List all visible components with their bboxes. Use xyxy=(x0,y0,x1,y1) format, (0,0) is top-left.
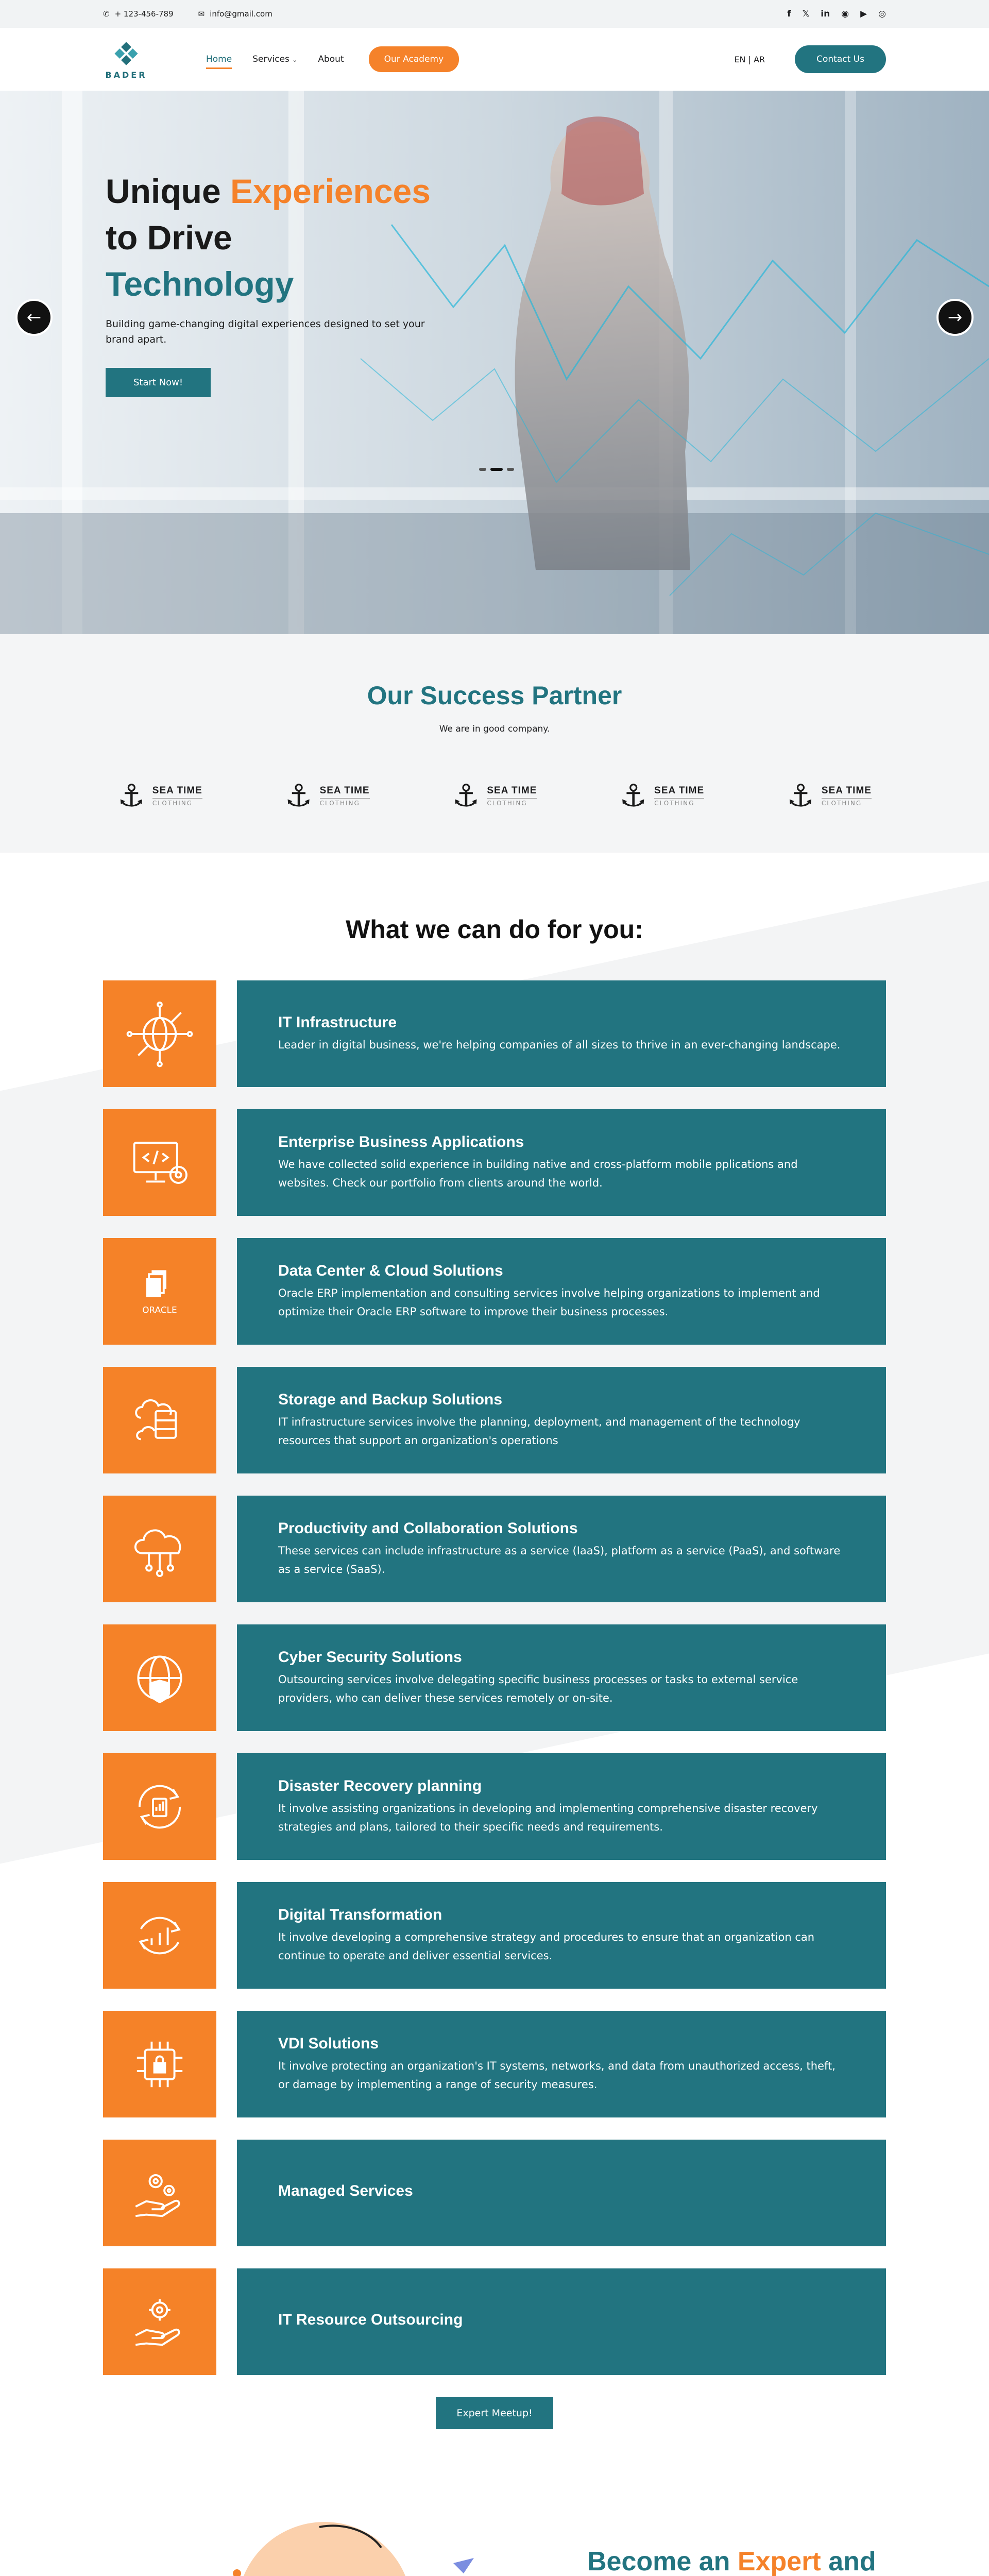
academy-section xyxy=(0,2496,989,2576)
service-card[interactable] xyxy=(103,1624,886,1731)
service-icon-box xyxy=(103,2140,216,2246)
service-description: Leader in digital business, we're helping companies of all sizes to thrive in an ever-changing landscape. xyxy=(278,1038,841,1051)
service-card[interactable] xyxy=(103,1367,886,1473)
partner-sub: CLOTHING xyxy=(822,798,872,807)
chevron-down-icon: ⌄ xyxy=(292,56,298,63)
service-card[interactable] xyxy=(103,1882,886,1989)
service-description: These services can include infrastructure as a service (IaaS), platform as a service (PaaS), and software as a service (SaaS). xyxy=(278,1544,841,1575)
monitor-code-icon xyxy=(126,1129,193,1196)
service-title: VDI Solutions xyxy=(278,2035,379,2052)
anchor-icon: ⚓ xyxy=(619,778,647,814)
partners-section xyxy=(0,634,989,853)
partner-logo xyxy=(452,778,537,814)
hero-title-part-2: Experiences xyxy=(230,172,431,210)
partner-logo xyxy=(117,778,202,814)
service-description: It involve protecting an organization's IT systems, networks, and data from unauthorized access, theft, or damage by implementing a range of security measures. xyxy=(278,2059,835,2091)
chip-lock-icon xyxy=(126,2031,193,2098)
service-icon-box xyxy=(103,980,216,1087)
service-card[interactable] xyxy=(103,980,886,1087)
nav-home[interactable]: Home xyxy=(206,54,232,69)
service-icon-box xyxy=(103,1238,216,1345)
service-description: Outsourcing services involve delegating specific business processes or tasks to external service providers, who can deliver these services remotely or on-site. xyxy=(278,1673,798,1704)
service-icon-box xyxy=(103,1109,216,1216)
expert-meetup-wrap xyxy=(103,2397,886,2429)
facebook-icon[interactable]: f xyxy=(787,9,791,19)
services-title: What we can do for you: xyxy=(346,915,643,944)
hero-dot[interactable] xyxy=(507,468,514,471)
hero-title xyxy=(106,168,466,307)
service-card[interactable] xyxy=(103,2011,886,2117)
topbar-phone[interactable] xyxy=(103,9,174,19)
service-content xyxy=(237,1367,886,1473)
anchor-icon: ⚓ xyxy=(787,778,814,814)
partner-sub: CLOTHING xyxy=(654,798,704,807)
twitter-icon[interactable]: 𝕏 xyxy=(802,9,810,19)
service-description: We have collected solid experience in building native and cross-platform mobile pplications and websites. Check our portfolio from clients around the world. xyxy=(278,1158,798,1189)
partner-name: SEA TIME xyxy=(821,785,872,796)
svg-text:ORACLE: ORACLE xyxy=(142,1304,177,1315)
recovery-cycle-icon xyxy=(126,1773,193,1840)
academy-title-part-2: Expert xyxy=(737,2547,821,2576)
hero-pagination xyxy=(479,468,514,471)
our-academy-button[interactable]: Our Academy xyxy=(369,46,459,72)
language-switcher[interactable]: EN | AR xyxy=(734,54,765,64)
service-content xyxy=(237,1624,886,1731)
service-content xyxy=(237,2140,886,2246)
service-description: It involve developing a comprehensive strategy and procedures to ensure that an organization can continue to operate and deliver essential services. xyxy=(278,1930,815,1962)
service-icon-box xyxy=(103,1624,216,1731)
service-content xyxy=(237,1753,886,1860)
hero-title-part-4: Technology xyxy=(106,265,294,303)
service-title: Enterprise Business Applications xyxy=(278,1133,524,1150)
phone-icon: ✆ xyxy=(103,9,110,19)
arrow-right-icon: → xyxy=(947,307,963,328)
mail-icon: ✉ xyxy=(198,9,205,19)
logo-mark-icon xyxy=(112,39,141,68)
hero-content xyxy=(106,168,466,397)
nav-services[interactable] xyxy=(252,54,297,64)
hand-gears-icon xyxy=(126,2160,193,2227)
anchor-icon: ⚓ xyxy=(117,778,145,814)
network-globe-icon xyxy=(126,1001,193,1067)
partner-logo xyxy=(284,778,370,814)
service-content xyxy=(237,2268,886,2375)
service-content xyxy=(237,1109,886,1216)
oracle-icon xyxy=(126,1258,193,1325)
online-learning-illustration xyxy=(103,2512,577,2576)
expert-meetup-button[interactable]: Expert Meetup! xyxy=(436,2397,553,2429)
academy-content xyxy=(587,2543,886,2576)
topbar-socials xyxy=(787,9,886,19)
service-title: IT Infrastructure xyxy=(278,1013,397,1031)
academy-title-part-3: and xyxy=(828,2547,876,2576)
service-card[interactable] xyxy=(103,1109,886,1216)
service-card[interactable] xyxy=(103,1238,886,1345)
partner-sub: CLOTHING xyxy=(152,798,202,807)
service-icon-box xyxy=(103,1882,216,1989)
service-title: Productivity and Collaboration Solutions xyxy=(278,1519,578,1537)
partner-logo xyxy=(619,778,705,814)
partner-logo xyxy=(787,778,872,814)
nav-services-label: Services xyxy=(252,54,289,64)
hero-next-button[interactable] xyxy=(936,299,974,336)
academy-title-part-1: Become an xyxy=(587,2547,730,2576)
service-description: IT infrastructure services involve the planning, deployment, and management of the technology resources that support an organization's operations xyxy=(278,1415,800,1447)
youtube-icon[interactable]: ▶ xyxy=(860,9,867,19)
github-icon[interactable]: ◉ xyxy=(841,9,849,19)
main-header xyxy=(0,28,989,91)
site-logo[interactable] xyxy=(103,39,149,80)
hero-title-part-3: to Drive xyxy=(106,218,232,257)
topbar-email[interactable] xyxy=(198,9,272,19)
anchor-icon: ⚓ xyxy=(284,778,313,814)
service-description: Oracle ERP implementation and consulting services involve helping organizations to implement and optimize their Oracle ERP software to improve their business processes. xyxy=(278,1286,820,1318)
partner-name: SEA TIME xyxy=(319,785,370,796)
service-title: Digital Transformation xyxy=(278,1906,442,1923)
header-right xyxy=(734,45,886,73)
service-content xyxy=(237,2011,886,2117)
partner-sub: CLOTHING xyxy=(320,798,370,807)
service-content xyxy=(237,980,886,1087)
topbar xyxy=(0,0,989,28)
topbar-email-text: info@gmail.com xyxy=(210,9,272,19)
service-card[interactable] xyxy=(103,1496,886,1602)
service-title: Storage and Backup Solutions xyxy=(278,1391,503,1408)
contact-us-button[interactable]: Contact Us xyxy=(795,45,886,73)
hero-prev-button[interactable] xyxy=(15,299,53,336)
nav-about[interactable]: About xyxy=(318,54,344,64)
services-section xyxy=(0,853,989,2496)
hero-slider xyxy=(0,91,989,634)
instagram-icon[interactable]: ◎ xyxy=(878,9,886,19)
topbar-contacts xyxy=(103,9,272,19)
partner-sub: CLOTHING xyxy=(487,798,537,807)
academy-illustration xyxy=(103,2512,577,2576)
growth-chart-icon xyxy=(126,1902,193,1969)
hero-title-part-1: Unique xyxy=(106,172,221,210)
main-nav xyxy=(206,49,344,69)
partners-subtitle: We are in good company. xyxy=(439,724,550,734)
service-icon-box xyxy=(103,2268,216,2375)
start-now-button[interactable]: Start Now! xyxy=(106,368,211,397)
service-content xyxy=(237,1238,886,1345)
globe-shield-icon xyxy=(126,1645,193,1711)
service-icon-box xyxy=(103,1496,216,1602)
topbar-phone-text: + 123-456-789 xyxy=(114,9,174,19)
service-title: Data Center & Cloud Solutions xyxy=(278,1262,503,1279)
partner-name: SEA TIME xyxy=(654,785,705,796)
service-title: Managed Services xyxy=(278,2182,413,2199)
service-icon-box xyxy=(103,1367,216,1473)
service-card[interactable] xyxy=(103,2140,886,2246)
service-icon-box xyxy=(103,2011,216,2117)
hero-dot[interactable] xyxy=(479,468,486,471)
service-card[interactable] xyxy=(103,2268,886,2375)
partners-title: Our Success Partner xyxy=(367,681,622,710)
service-title: IT Resource Outsourcing xyxy=(278,2311,463,2328)
hero-subtitle: Building game-changing digital experiences designed to set your brand apart. xyxy=(106,318,425,345)
hand-gear-icon xyxy=(126,2289,193,2355)
academy-title xyxy=(587,2543,886,2576)
service-content xyxy=(237,1882,886,1989)
partner-name: SEA TIME xyxy=(487,785,537,796)
logo-text: BADER xyxy=(105,70,147,80)
cloud-network-icon xyxy=(126,1516,193,1583)
service-title: Cyber Security Solutions xyxy=(278,1648,462,1666)
service-content xyxy=(237,1496,886,1602)
service-title: Disaster Recovery planning xyxy=(278,1777,482,1794)
hero-dot-active[interactable] xyxy=(490,468,503,471)
arrow-left-icon: ← xyxy=(26,307,42,328)
anchor-icon: ⚓ xyxy=(452,778,480,814)
service-description: It involve assisting organizations in developing and implementing comprehensive disaster recovery strategies and plans, tailored to their specific needs and requirements. xyxy=(278,1802,818,1833)
linkedin-icon[interactable]: in xyxy=(821,9,830,19)
cloud-storage-icon xyxy=(126,1387,193,1454)
partner-logos xyxy=(103,778,886,814)
service-icon-box xyxy=(103,1753,216,1860)
partner-name: SEA TIME xyxy=(152,785,202,796)
service-card[interactable] xyxy=(103,1753,886,1860)
